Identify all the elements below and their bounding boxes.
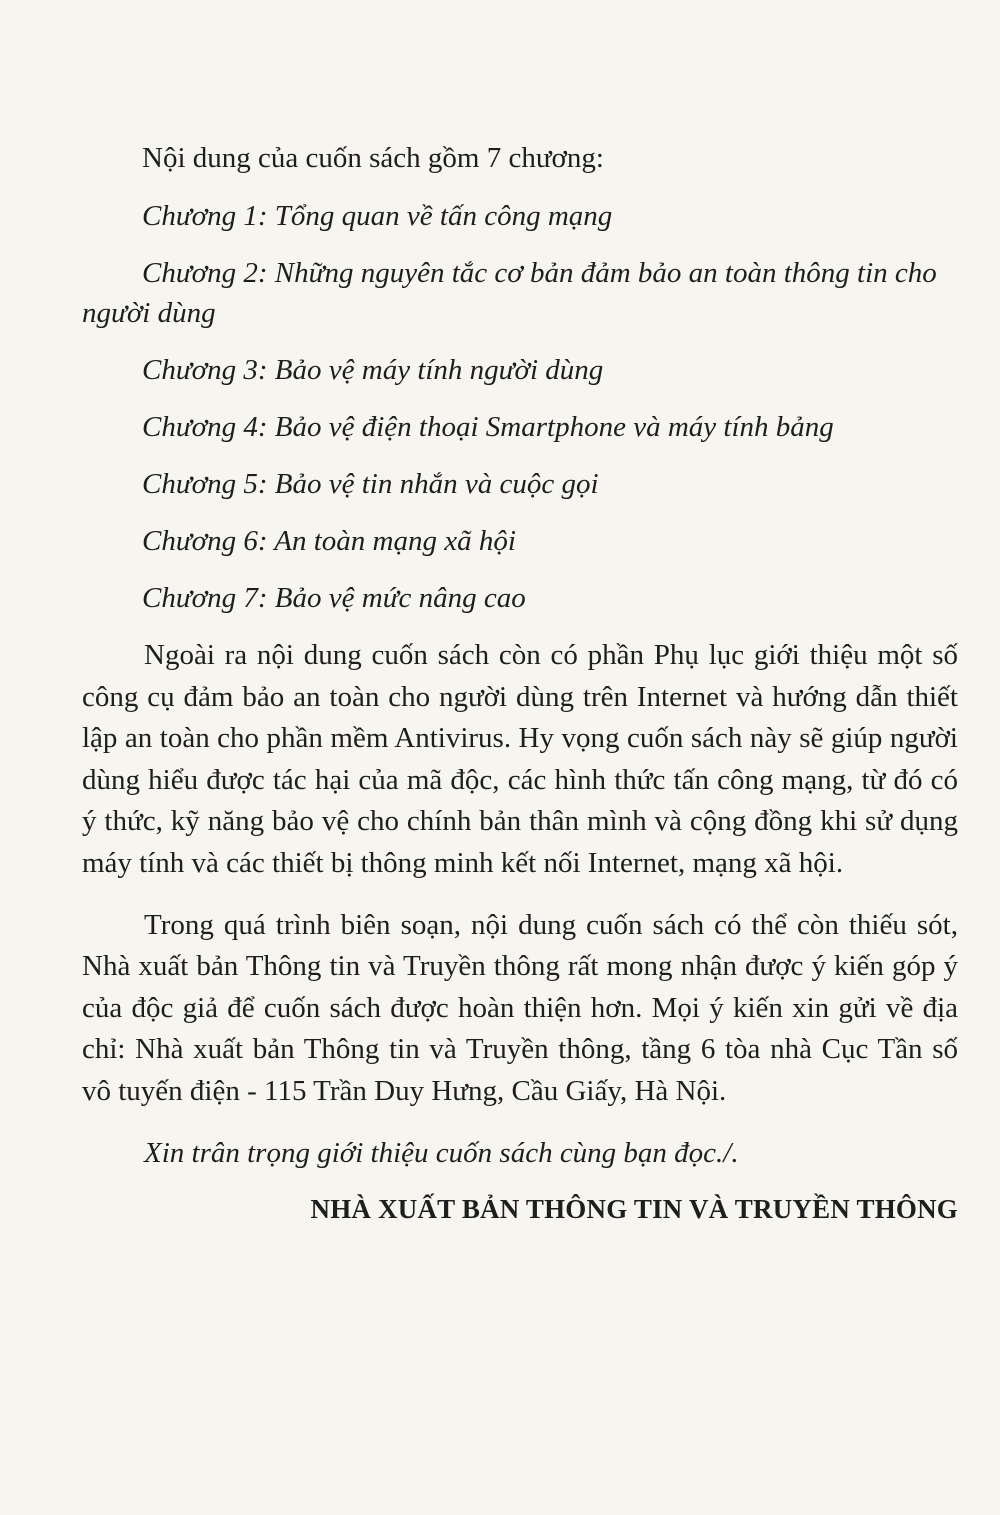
publisher-signature: NHÀ XUẤT BẢN THÔNG TIN VÀ TRUYỀN THÔNG [310, 1193, 958, 1224]
appendix-paragraph: Ngoài ra nội dung cuốn sách còn có phần Phụ lục giới thiệu một số công cụ đảm bảo an toàn cho người dùng trên Internet và hướng dẫn thiết lập an toàn cho phần mềm Antivirus. Hy vọng cuốn sách này sẽ giúp người dùng hiểu được tác hại của mã độc, các hình thức tấn công mạng, từ đó có ý thức, kỹ năng bảo vệ cho chính bản thân mình và cộng đồng khi sử dụng máy tính và các thiết bị thông minh kết nối Internet, mạng xã hội. [82, 639, 958, 879]
chapter-2: Chương 2: Những nguyên tắc cơ bản đảm bảo an toàn thông tin cho người dùng [82, 257, 937, 329]
closing-line: Xin trân trọng giới thiệu cuốn sách cùng bạn đọc./. [144, 1136, 739, 1169]
feedback-paragraph: Trong quá trình biên soạn, nội dung cuốn sách có thể còn thiếu sót, Nhà xuất bản Thông tin và Truyền thông rất mong nhận được ý kiến góp ý của độc giả để cuốn sách được hoàn thiện hơn. Mọi ý kiến xin gửi về địa chỉ: Nhà xuất bản Thông tin và Truyền thông, tầng 6 tòa nhà Cục Tần số vô tuyến điện - 115 Trần Duy Hưng, Cầu Giấy, Hà Nội. [82, 908, 958, 1107]
chapter-5: Chương 5: Bảo vệ tin nhắn và cuộc gọi [142, 468, 599, 500]
chapter-3: Chương 3: Bảo vệ máy tính người dùng [142, 354, 604, 386]
chapter-7: Chương 7: Bảo vệ mức nâng cao [142, 582, 526, 614]
chapter-6: Chương 6: An toàn mạng xã hội [142, 525, 516, 557]
chapter-4: Chương 4: Bảo vệ điện thoại Smartphone và máy tính bảng [142, 411, 834, 443]
chapter-1: Chương 1: Tổng quan về tấn công mạng [142, 200, 613, 232]
intro-line: Nội dung của cuốn sách gồm 7 chương: [142, 142, 604, 174]
